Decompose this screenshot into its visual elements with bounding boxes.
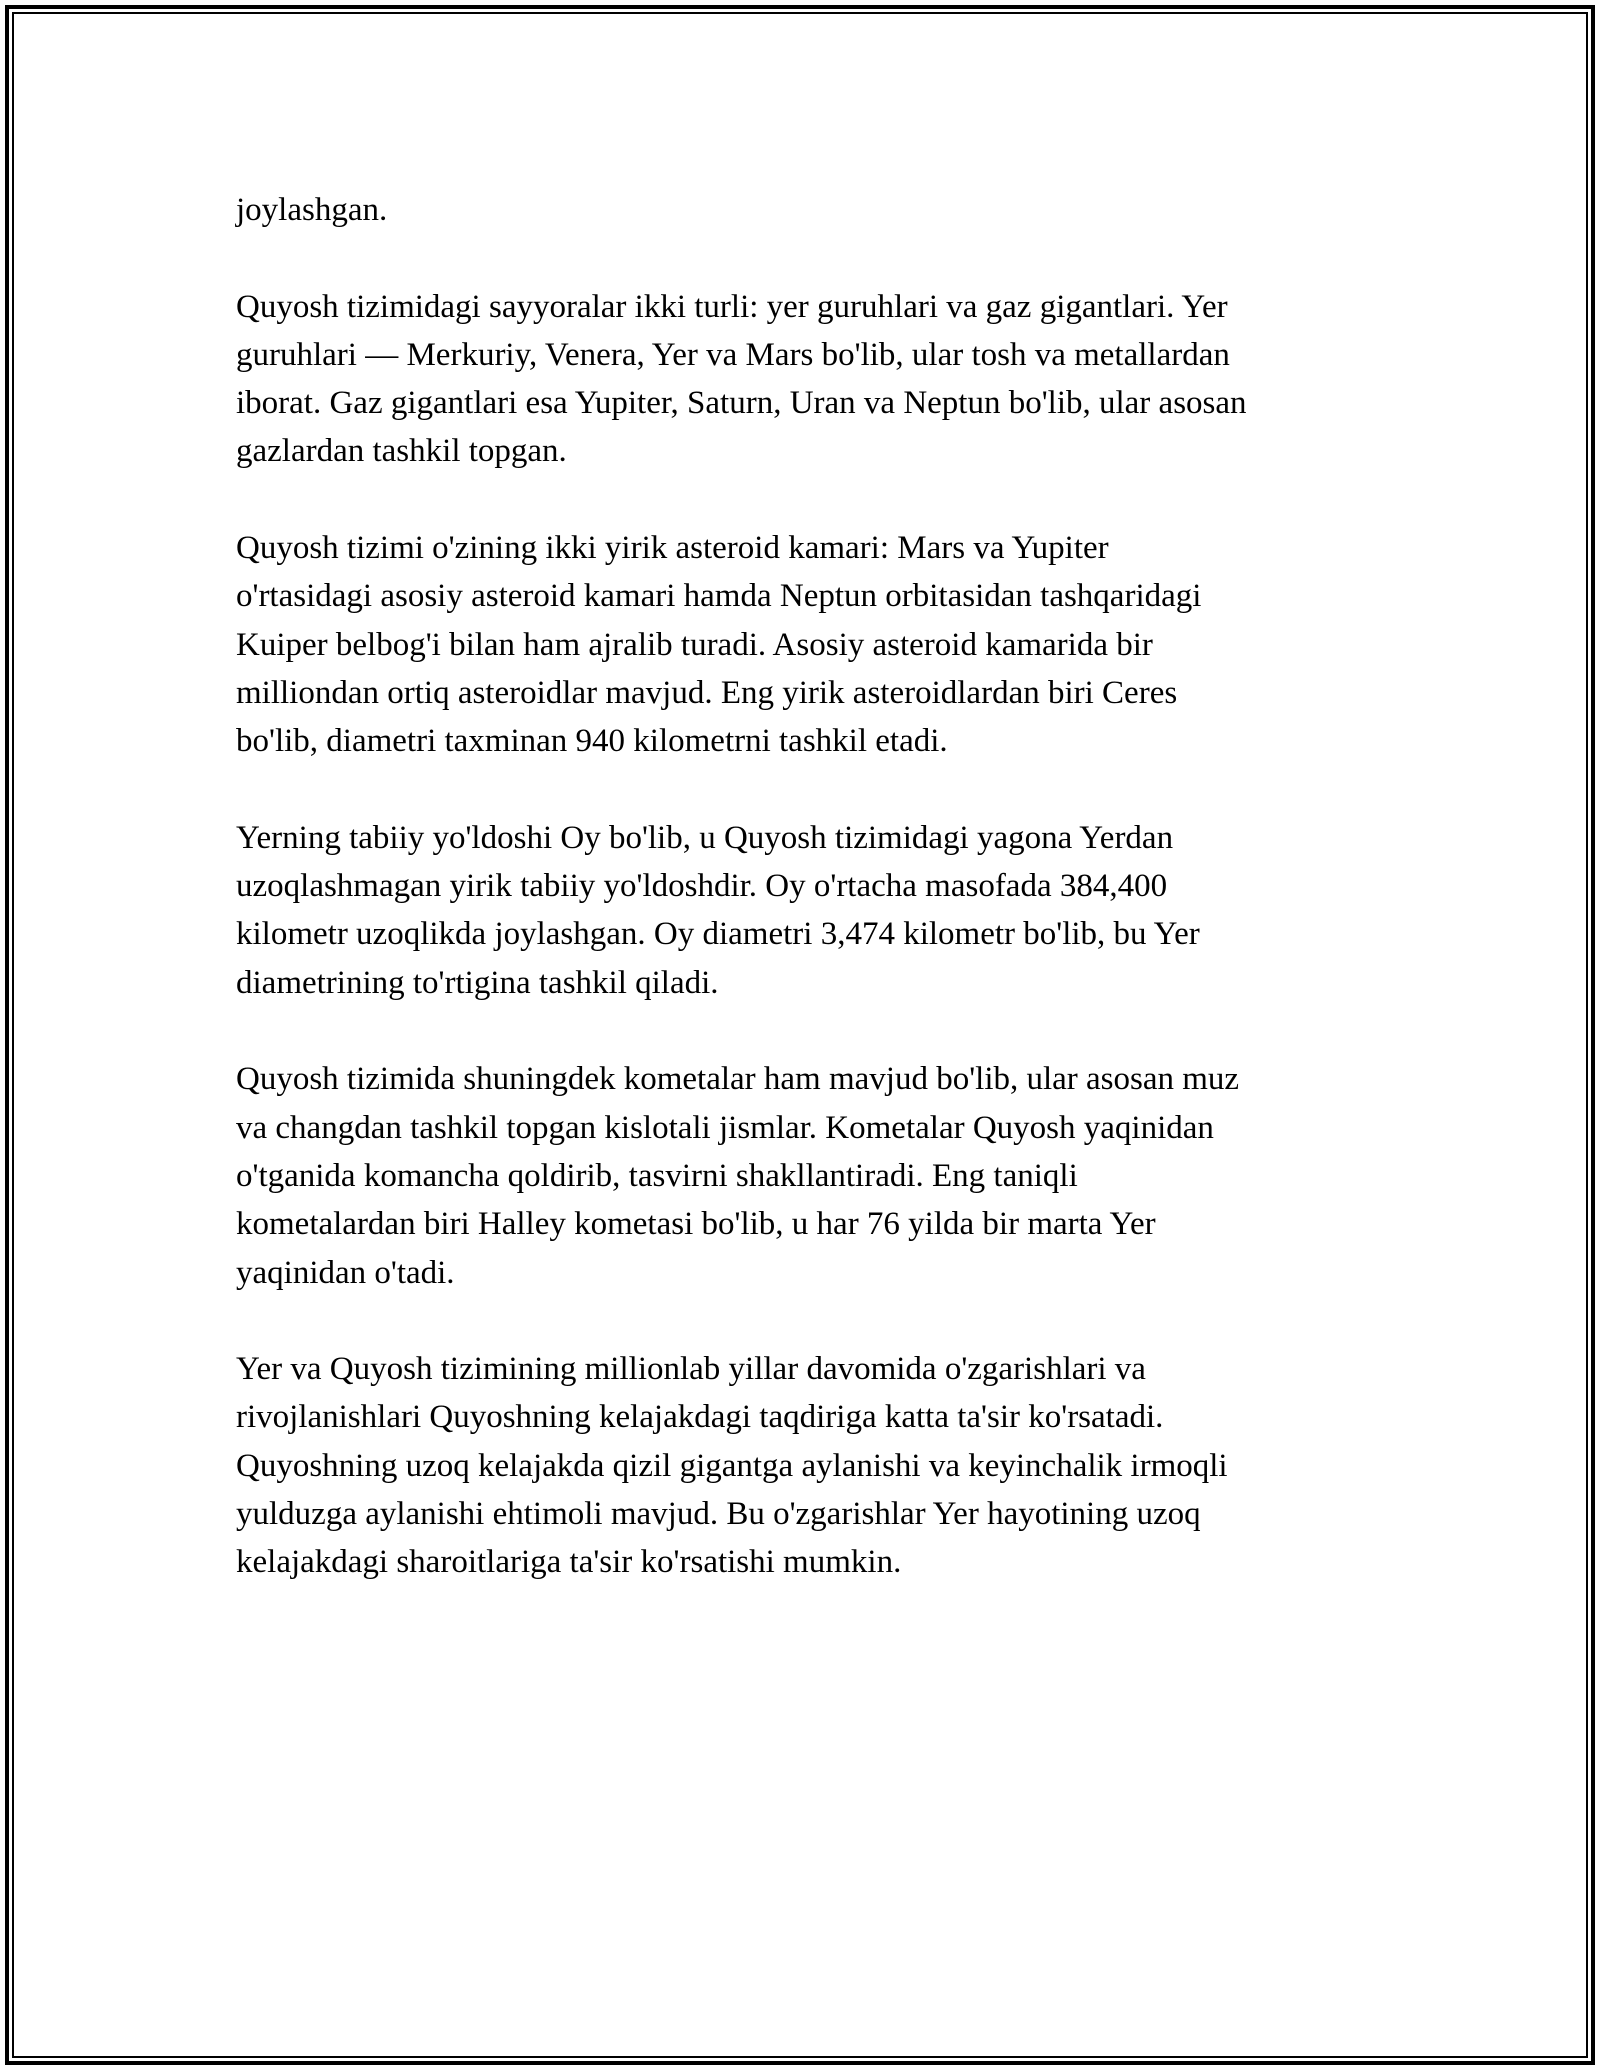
paragraph-6 [236, 1345, 1386, 1586]
text-line: Yer va Quyosh tizimining millionlab yillar davomida o'zgarishlari va [236, 1351, 1146, 1388]
text-line: bo'lib, diametri taxminan 940 kilometrni tashkil etadi. [236, 723, 948, 760]
text-line: yaqinidan o'tadi. [236, 1254, 455, 1291]
text-line: Quyoshning uzoq kelajakda qizil gigantga aylanishi va keyinchalik irmoqli [236, 1447, 1228, 1484]
text-line: Quyosh tizimi o'zining ikki yirik asteroid kamari: Mars va Yupiter [236, 530, 1109, 567]
text-line: joylashgan. [236, 192, 388, 228]
text-line: uzoqlashmagan yirik tabiiy yo'ldoshdir. Oy o'rtacha masofada 384,400 [236, 868, 1168, 905]
text-line: milliondan ortiq asteroidlar mavjud. Eng yirik asteroidlardan biri Ceres [236, 674, 1178, 711]
text-line: diametrining to'rtigina tashkil qiladi. [236, 964, 719, 1001]
paragraph-5 [236, 1055, 1386, 1296]
text-line: kelajakdagi sharoitlariga ta'sir ko'rsatishi mumkin. [236, 1544, 902, 1581]
text-line: Quyosh tizimida shuningdek kometalar ham mavjud bo'lib, ular asosan muz [236, 1061, 1240, 1098]
text-line: Kuiper belbog'i bilan ham ajralib turadi. Asosiy asteroid kamarida bir [236, 626, 1153, 663]
paragraph-3 [236, 524, 1386, 765]
text-line: Quyosh tizimidagi sayyoralar ikki turli: yer guruhlari va gaz gigantlari. Yer [236, 288, 1228, 325]
paragraph-1 [236, 186, 1386, 234]
text-line: rivojlanishlari Quyoshning kelajakdagi taqdiriga katta ta'sir ko'rsatadi. [236, 1399, 1164, 1436]
document-body [236, 186, 1386, 1635]
text-line: o'rtasidagi asosiy asteroid kamari hamda Neptun orbitasidan tashqaridagi [236, 578, 1202, 615]
paragraph-2 [236, 283, 1386, 476]
text-line: kometalardan biri Halley kometasi bo'lib, u har 76 yilda bir marta Yer [236, 1206, 1156, 1243]
text-line: Yerning tabiiy yo'ldoshi Oy bo'lib, u Quyosh tizimidagi yagona Yerdan [236, 819, 1174, 856]
text-line: iborat. Gaz gigantlari esa Yupiter, Saturn, Uran va Neptun bo'lib, ular asosan [236, 385, 1247, 422]
text-line: va changdan tashkil topgan kislotali jismlar. Kometalar Quyosh yaqinidan [236, 1109, 1214, 1146]
text-line: o'tganida komancha qoldirib, tasvirni shakllantiradi. Eng taniqli [236, 1157, 1078, 1194]
text-line: gazlardan tashkil topgan. [236, 433, 567, 470]
text-line: yulduzga aylanishi ehtimoli mavjud. Bu o'zgarishlar Yer hayotining uzoq [236, 1496, 1201, 1533]
text-line: guruhlari — Merkuriy, Venera, Yer va Mars bo'lib, ular tosh va metallardan [236, 336, 1230, 373]
paragraph-4 [236, 814, 1386, 1007]
text-line: kilometr uzoqlikda joylashgan. Oy diametri 3,474 kilometr bo'lib, bu Yer [236, 916, 1200, 953]
